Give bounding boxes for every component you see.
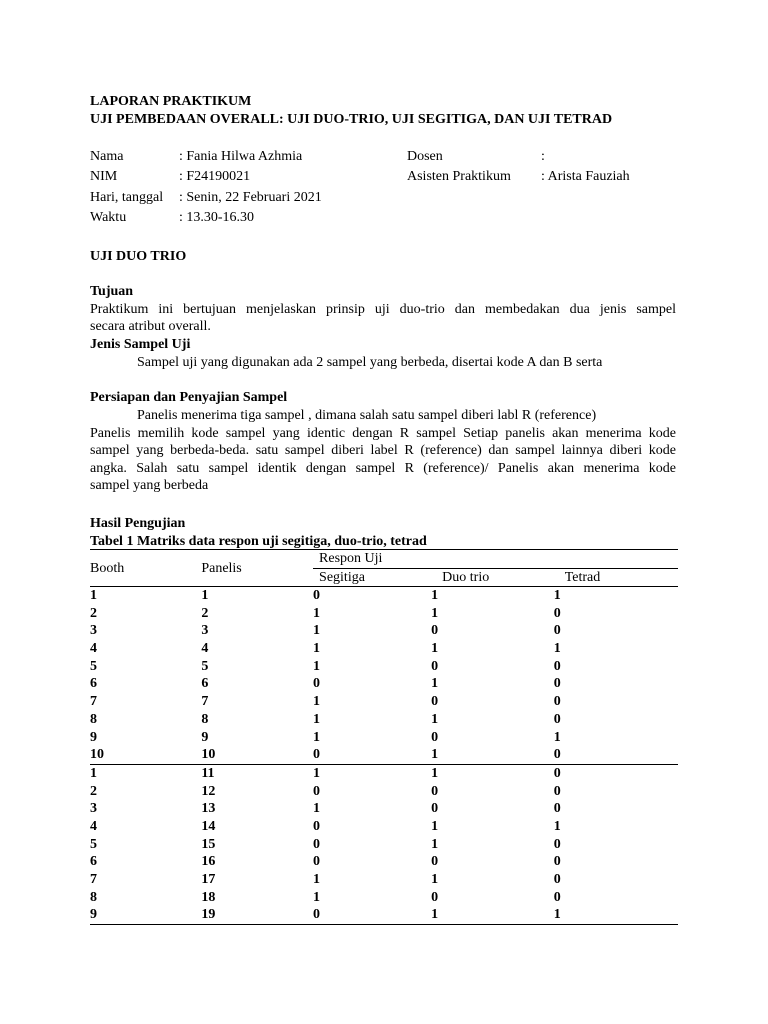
dosen-label: Dosen	[407, 149, 443, 164]
cell-panelis: 7	[201, 694, 209, 710]
cell-segitiga: 1	[313, 658, 321, 674]
cell-segitiga: 1	[313, 694, 321, 710]
asisten-label: Asisten Praktikum	[407, 169, 511, 184]
cell-segitiga: 0	[313, 836, 321, 852]
cell-booth: 2	[90, 783, 97, 799]
col-header-duo-trio: Duo trio	[431, 569, 554, 587]
tujuan-text-line2: secara atribut overall.	[90, 319, 211, 334]
cell-tetrad: 1	[553, 729, 561, 745]
table-row	[90, 711, 678, 729]
table-row	[90, 640, 678, 658]
cell-booth: 7	[90, 694, 97, 710]
jenis-heading: Jenis Sampel Uji	[90, 337, 191, 352]
cell-duo-trio: 0	[431, 658, 439, 674]
cell-tetrad: 0	[553, 836, 561, 852]
cell-booth: 3	[90, 801, 97, 817]
cell-booth: 1	[90, 764, 201, 782]
cell-booth: 3	[90, 623, 97, 639]
table-row	[90, 658, 678, 676]
cell-panelis: 6	[201, 676, 209, 692]
cell-panelis: 19	[201, 906, 313, 924]
cell-tetrad: 0	[553, 694, 561, 710]
cell-segitiga: 1	[313, 641, 321, 657]
cell-segitiga: 1	[313, 711, 321, 727]
table-row	[90, 783, 678, 801]
cell-segitiga: 1	[313, 889, 321, 905]
table-row	[90, 818, 678, 836]
cell-tetrad: 0	[553, 783, 561, 799]
cell-panelis: 14	[201, 818, 216, 834]
col-header-tetrad: Tetrad	[554, 569, 678, 587]
nim-label: NIM	[90, 169, 118, 184]
asisten-value: : Arista Fauziah	[541, 169, 630, 184]
cell-duo-trio: 0	[431, 694, 439, 710]
cell-duo-trio: 1	[431, 818, 439, 834]
cell-duo-trio: 1	[431, 641, 439, 657]
cell-tetrad: 0	[554, 764, 678, 782]
cell-booth: 4	[90, 818, 97, 834]
cell-segitiga: 0	[313, 676, 321, 692]
cell-duo-trio: 1	[431, 836, 439, 852]
cell-duo-trio: 1	[431, 711, 439, 727]
col-header-booth: Booth	[90, 550, 201, 587]
cell-panelis: 8	[201, 711, 209, 727]
persiapan-line3: sampel yang berbeda-beda. satu sampel diberi label R (reference) dan sampel lainnya diberi kode	[90, 443, 676, 458]
cell-segitiga: 1	[313, 872, 321, 887]
cell-panelis: 5	[201, 658, 209, 674]
cell-tetrad: 1	[554, 587, 678, 605]
table-row	[90, 836, 678, 854]
cell-segitiga: 0	[313, 854, 321, 870]
cell-tetrad: 0	[553, 747, 561, 763]
cell-duo-trio: 1	[431, 764, 554, 782]
col-header-segitiga: Segitiga	[313, 569, 431, 587]
cell-booth: 10	[90, 747, 104, 763]
cell-panelis: 15	[201, 836, 216, 852]
persiapan-heading: Persiapan dan Penyajian Sampel	[90, 390, 288, 405]
cell-booth: 6	[90, 676, 97, 692]
cell-duo-trio: 1	[431, 587, 554, 605]
cell-panelis: 12	[201, 783, 216, 799]
cell-segitiga: 0	[313, 783, 321, 799]
cell-panelis: 2	[201, 605, 209, 621]
cell-segitiga: 0	[313, 906, 431, 924]
cell-panelis: 11	[201, 764, 313, 782]
cell-duo-trio: 0	[431, 889, 439, 905]
table-row	[90, 800, 678, 818]
cell-segitiga: 0	[313, 818, 321, 834]
table-row	[90, 853, 678, 871]
cell-duo-trio: 0	[431, 854, 439, 870]
table-row	[90, 889, 678, 907]
dosen-value: :	[541, 149, 545, 164]
cell-booth: 4	[90, 641, 97, 657]
hari-value: : Senin, 22 Februari 2021	[179, 190, 322, 205]
cell-panelis: 4	[201, 641, 209, 657]
cell-duo-trio: 1	[431, 605, 439, 621]
cell-duo-trio: 0	[431, 729, 439, 745]
cell-tetrad: 0	[553, 854, 561, 870]
cell-panelis: 1	[201, 587, 313, 605]
table-row	[90, 693, 678, 711]
cell-segitiga: 1	[313, 801, 321, 817]
persiapan-line5: sampel yang berbeda	[90, 478, 209, 493]
waktu-label: Waktu	[90, 210, 127, 225]
cell-tetrad: 0	[553, 658, 561, 674]
cell-booth: 7	[90, 872, 97, 887]
cell-tetrad: 0	[553, 605, 561, 621]
cell-panelis: 9	[201, 729, 209, 745]
report-subtitle: UJI PEMBEDAAN OVERALL: UJI DUO-TRIO, UJI SEGITIGA, DAN UJI TETRAD	[90, 112, 613, 127]
nama-label: Nama	[90, 149, 124, 164]
cell-segitiga: 0	[313, 747, 321, 763]
cell-duo-trio: 0	[431, 783, 439, 799]
cell-booth: 6	[90, 854, 97, 870]
persiapan-line1: Panelis menerima tiga sampel , dimana salah satu sampel diberi labl R (reference)	[137, 408, 597, 423]
cell-booth: 8	[90, 889, 97, 905]
table-row	[90, 605, 678, 623]
cell-duo-trio: 1	[431, 747, 439, 763]
cell-tetrad: 0	[553, 889, 561, 905]
table-caption: Tabel 1 Matriks data respon uji segitiga, duo-trio, tetrad	[90, 534, 427, 549]
cell-booth: 5	[90, 658, 97, 674]
tujuan-text-line1: Praktikum ini bertujuan menjelaskan prinsip uji duo-trio dan membedakan dua jenis sampel	[90, 302, 676, 317]
table-row	[90, 746, 678, 764]
cell-booth: 5	[90, 836, 97, 852]
cell-tetrad: 0	[553, 711, 561, 727]
hari-label: Hari, tanggal	[90, 190, 164, 205]
cell-booth: 1	[90, 587, 201, 605]
cell-segitiga: 0	[313, 587, 431, 605]
cell-duo-trio: 1	[431, 906, 554, 924]
cell-tetrad: 0	[553, 676, 561, 692]
col-header-panelis: Panelis	[201, 550, 313, 587]
cell-booth: 2	[90, 605, 97, 621]
cell-tetrad: 0	[553, 872, 561, 887]
nim-value: : F24190021	[179, 169, 251, 184]
table-row	[90, 906, 678, 924]
cell-panelis: 13	[201, 801, 216, 817]
tujuan-heading: Tujuan	[90, 284, 134, 299]
cell-segitiga: 1	[313, 605, 321, 621]
report-title: LAPORAN PRAKTIKUM	[90, 94, 252, 109]
cell-segitiga: 1	[313, 623, 321, 639]
cell-tetrad: 1	[554, 906, 678, 924]
cell-panelis: 18	[201, 889, 216, 905]
table-row	[90, 729, 678, 747]
cell-duo-trio: 1	[431, 676, 439, 692]
cell-tetrad: 0	[553, 623, 561, 639]
waktu-value: : 13.30-16.30	[179, 210, 255, 225]
cell-tetrad: 0	[553, 801, 561, 817]
cell-panelis: 17	[201, 872, 216, 887]
cell-booth: 9	[90, 729, 97, 745]
response-matrix-table	[90, 549, 678, 925]
table-row	[90, 675, 678, 693]
persiapan-line4: angka. Salah satu sampel identik dengan sampel R (reference)/ Panelis akan menerima kode	[90, 461, 676, 476]
cell-panelis: 3	[201, 623, 209, 639]
section-heading: UJI DUO TRIO	[90, 249, 187, 264]
cell-tetrad: 1	[553, 818, 561, 834]
cell-duo-trio: 1	[431, 872, 439, 887]
cell-segitiga: 1	[313, 729, 321, 745]
table-header-row	[90, 550, 678, 569]
table-row	[90, 587, 678, 605]
jenis-text: Sampel uji yang digunakan ada 2 sampel yang berbeda, disertai kode A dan B serta	[137, 355, 603, 370]
cell-panelis: 16	[201, 854, 216, 870]
cell-tetrad: 1	[553, 641, 561, 657]
cell-booth: 9	[90, 906, 201, 924]
table-row	[90, 871, 678, 889]
cell-duo-trio: 0	[431, 623, 439, 639]
cell-duo-trio: 0	[431, 801, 439, 817]
cell-segitiga: 1	[313, 764, 431, 782]
table-row	[90, 764, 678, 782]
cell-panelis: 10	[201, 747, 216, 763]
cell-booth: 8	[90, 711, 97, 727]
persiapan-line2: Panelis memilih kode sampel yang identic dengan R sampel Setiap panelis akan menerima kode	[90, 426, 676, 441]
nama-value: : Fania Hilwa Azhmia	[179, 149, 303, 164]
hasil-heading: Hasil Pengujian	[90, 516, 186, 531]
col-header-respon-uji: Respon Uji	[313, 550, 678, 569]
table-row	[90, 622, 678, 640]
